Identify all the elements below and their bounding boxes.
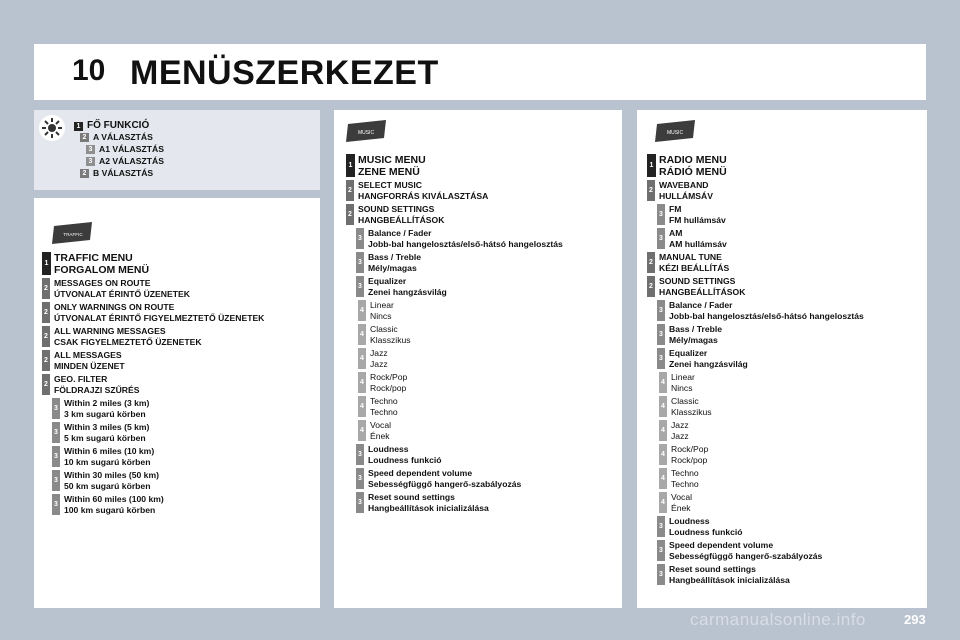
menu-item-label: Jazz bbox=[370, 348, 388, 358]
legend-level-badge: 3 bbox=[86, 157, 95, 166]
menu-item-label: TRAFFIC MENU bbox=[54, 252, 133, 264]
menu-item-label: Within 3 miles (5 km) bbox=[64, 422, 150, 432]
traffic-icon bbox=[52, 222, 94, 244]
menu-item-translation: MINDEN ÜZENET bbox=[54, 361, 125, 371]
menu-item-translation: Ének bbox=[370, 431, 390, 441]
legend-item-label: B VÁLASZTÁS bbox=[93, 168, 154, 178]
menu-item-label: SELECT MUSIC bbox=[358, 180, 422, 190]
menu-item-label: Balance / Fader bbox=[669, 300, 733, 310]
level-badge: 3 bbox=[657, 516, 665, 537]
chapter-number: 10 bbox=[72, 54, 106, 87]
menu-item-label: Within 2 miles (3 km) bbox=[64, 398, 150, 408]
menu-item-label: Within 60 miles (100 km) bbox=[64, 494, 164, 504]
menu-item-translation: RÁDIÓ MENÜ bbox=[659, 166, 727, 178]
menu-item-translation: Mély/magas bbox=[368, 263, 417, 273]
level-badge: 4 bbox=[358, 372, 366, 393]
level-badge: 3 bbox=[52, 494, 60, 515]
menu-item-label: MANUAL TUNE bbox=[659, 252, 722, 262]
menu-item-label: Equalizer bbox=[669, 348, 708, 358]
level-badge: 4 bbox=[659, 444, 667, 465]
menu-item-label: MUSIC MENU bbox=[358, 154, 426, 166]
menu-item-translation: Jazz bbox=[671, 431, 689, 441]
menu-item-translation: HANGBEÁLLÍTÁSOK bbox=[659, 287, 746, 297]
menu-item-translation: Techno bbox=[370, 407, 398, 417]
legend-item-label: FŐ FUNKCIÓ bbox=[87, 120, 150, 131]
menu-item-label: ALL WARNING MESSAGES bbox=[54, 326, 166, 336]
radio-music-icon bbox=[655, 120, 697, 142]
menu-item-label: Linear bbox=[370, 300, 394, 310]
level-badge: 3 bbox=[356, 228, 364, 249]
legend-item-label: A1 VÁLASZTÁS bbox=[99, 144, 164, 154]
menu-item-translation: HULLÁMSÁV bbox=[659, 191, 713, 201]
page-number: 293 bbox=[904, 612, 926, 627]
menu-item-translation: 10 km sugarú körben bbox=[64, 457, 151, 467]
menu-item-label: Reset sound settings bbox=[669, 564, 756, 574]
menu-item-label: SOUND SETTINGS bbox=[358, 204, 435, 214]
menu-item-label: Rock/Pop bbox=[671, 444, 709, 454]
menu-item-translation: Zenei hangzásvilág bbox=[368, 287, 447, 297]
level-badge: 2 bbox=[346, 180, 354, 201]
menu-item-label: Rock/Pop bbox=[370, 372, 408, 382]
menu-item-translation: Loudness funkció bbox=[368, 455, 442, 465]
menu-item-translation: 50 km sugarú körben bbox=[64, 481, 151, 491]
music-icon bbox=[346, 120, 388, 142]
menu-item-translation: 100 km sugarú körben bbox=[64, 505, 156, 515]
legend-item-label: A VÁLASZTÁS bbox=[93, 132, 153, 142]
menu-item-label: MESSAGES ON ROUTE bbox=[54, 278, 151, 288]
legend-level-badge: 3 bbox=[86, 145, 95, 154]
level-badge: 3 bbox=[657, 228, 665, 249]
level-badge: 4 bbox=[358, 324, 366, 345]
level-badge: 3 bbox=[356, 252, 364, 273]
menu-item-label: Jazz bbox=[671, 420, 689, 430]
level-badge: 3 bbox=[52, 422, 60, 443]
menu-item-label: Within 6 miles (10 km) bbox=[64, 446, 155, 456]
level-badge: 4 bbox=[358, 348, 366, 369]
level-badge: 2 bbox=[42, 278, 50, 299]
menu-item-translation: AM hullámsáv bbox=[669, 239, 727, 249]
radio-music-icon-label: MUSIC bbox=[666, 130, 684, 136]
level-badge: 3 bbox=[657, 564, 665, 585]
menu-item-translation: Nincs bbox=[370, 311, 392, 321]
menu-item-label: SOUND SETTINGS bbox=[659, 276, 736, 286]
level-badge: 1 bbox=[346, 154, 355, 177]
menu-item-translation: HANGBEÁLLÍTÁSOK bbox=[358, 215, 445, 225]
menu-item-label: Bass / Treble bbox=[669, 324, 723, 334]
music-icon-label: MUSIC bbox=[357, 130, 375, 136]
level-badge: 3 bbox=[657, 324, 665, 345]
menu-item-translation: Klasszikus bbox=[671, 407, 712, 417]
level-badge: 2 bbox=[647, 180, 655, 201]
menu-item-translation: Jazz bbox=[370, 359, 388, 369]
menu-item-label: Reset sound settings bbox=[368, 492, 455, 502]
legend-level-badge: 1 bbox=[74, 122, 83, 131]
level-badge: 4 bbox=[659, 492, 667, 513]
level-badge: 4 bbox=[659, 468, 667, 489]
menu-item-label: Techno bbox=[370, 396, 398, 406]
menu-item-translation: ÚTVONALAT ÉRINTŐ FIGYELMEZTETŐ ÜZENETEK bbox=[54, 313, 265, 323]
menu-item-label: Within 30 miles (50 km) bbox=[64, 470, 159, 480]
level-badge: 1 bbox=[42, 252, 51, 275]
level-badge: 2 bbox=[647, 276, 655, 297]
menu-item-translation: Loudness funkció bbox=[669, 527, 743, 537]
menu-item-translation: KÉZI BEÁLLÍTÁS bbox=[659, 263, 730, 273]
level-badge: 3 bbox=[52, 398, 60, 419]
menu-item-label: Bass / Treble bbox=[368, 252, 422, 262]
legend-level-badge: 2 bbox=[80, 169, 89, 178]
menu-item-label: Vocal bbox=[370, 420, 392, 430]
level-badge: 3 bbox=[356, 492, 364, 513]
menu-item-translation: Hangbeállítások inicializálása bbox=[368, 503, 489, 513]
menu-item-label: Techno bbox=[671, 468, 699, 478]
menu-item-label: Equalizer bbox=[368, 276, 407, 286]
level-badge: 3 bbox=[657, 540, 665, 561]
menu-item-label: ONLY WARNINGS ON ROUTE bbox=[54, 302, 175, 312]
menu-item-translation: 3 km sugarú körben bbox=[64, 409, 146, 419]
menu-item-translation: FORGALOM MENÜ bbox=[54, 264, 150, 276]
page-title: MENÜSZERKEZET bbox=[130, 54, 439, 92]
menu-item-label: GEO. FILTER bbox=[54, 374, 108, 384]
level-badge: 3 bbox=[657, 204, 665, 225]
level-badge: 2 bbox=[42, 326, 50, 347]
level-badge: 3 bbox=[356, 468, 364, 489]
level-badge: 4 bbox=[659, 396, 667, 417]
menu-item-translation: HANGFORRÁS KIVÁLASZTÁSA bbox=[358, 191, 489, 201]
menu-item-translation: FÖLDRAJZI SZŰRÉS bbox=[54, 385, 140, 395]
traffic-icon-label: TRAFFIC bbox=[63, 232, 83, 237]
menu-item-label: Loudness bbox=[669, 516, 710, 526]
menu-item-translation: Klasszikus bbox=[370, 335, 411, 345]
level-badge: 4 bbox=[659, 372, 667, 393]
menu-item-translation: Sebességfüggő hangerő-szabályozás bbox=[368, 479, 522, 489]
menu-item-translation: Mély/magas bbox=[669, 335, 718, 345]
menu-item-translation: Techno bbox=[671, 479, 699, 489]
menu-item-translation: Jobb-bal hangelosztás/első-hátsó hangelosztás bbox=[368, 239, 563, 249]
menu-item-translation: Hangbeállítások inicializálása bbox=[669, 575, 790, 585]
menu-item-label: ALL MESSAGES bbox=[54, 350, 122, 360]
menu-item-label: FM bbox=[669, 204, 682, 214]
menu-item-label: Classic bbox=[370, 324, 398, 334]
menu-item-translation: ÚTVONALAT ÉRINTŐ ÜZENETEK bbox=[54, 289, 190, 299]
legend-item-label: A2 VÁLASZTÁS bbox=[99, 156, 164, 166]
level-badge: 3 bbox=[356, 444, 364, 465]
menu-item-translation: Nincs bbox=[671, 383, 693, 393]
level-badge: 2 bbox=[42, 302, 50, 323]
menu-item-label: AM bbox=[669, 228, 683, 238]
level-badge: 4 bbox=[358, 420, 366, 441]
menu-item-translation: Zenei hangzásvilág bbox=[669, 359, 748, 369]
level-badge: 3 bbox=[657, 348, 665, 369]
menu-item-translation: Rock/pop bbox=[370, 383, 407, 393]
menu-item-label: RADIO MENU bbox=[659, 154, 727, 166]
level-badge: 4 bbox=[358, 396, 366, 417]
menu-item-translation: 5 km sugarú körben bbox=[64, 433, 146, 443]
level-badge: 3 bbox=[356, 276, 364, 297]
menu-item-translation: Jobb-bal hangelosztás/első-hátsó hangelosztás bbox=[669, 311, 864, 321]
menu-item-translation: Ének bbox=[671, 503, 691, 513]
menu-item-translation: Rock/pop bbox=[671, 455, 708, 465]
level-badge: 2 bbox=[42, 350, 50, 371]
menu-item-translation: CSAK FIGYELMEZTETŐ ÜZENETEK bbox=[54, 337, 202, 347]
level-badge: 3 bbox=[657, 300, 665, 321]
menu-item-translation: FM hullámsáv bbox=[669, 215, 726, 225]
menu-item-label: Linear bbox=[671, 372, 695, 382]
menu-item-translation: ZENE MENÜ bbox=[358, 166, 420, 178]
menu-item-label: Vocal bbox=[671, 492, 693, 502]
menu-item-label: Speed dependent volume bbox=[669, 540, 774, 550]
level-badge: 3 bbox=[52, 470, 60, 491]
level-badge: 2 bbox=[647, 252, 655, 273]
menu-item-label: Loudness bbox=[368, 444, 409, 454]
level-badge: 3 bbox=[52, 446, 60, 467]
level-badge: 1 bbox=[647, 154, 656, 177]
menu-item-label: WAVEBAND bbox=[659, 180, 709, 190]
level-badge: 2 bbox=[346, 204, 354, 225]
legend-level-badge: 2 bbox=[80, 133, 89, 142]
menu-item-translation: Sebességfüggő hangerő-szabályozás bbox=[669, 551, 823, 561]
menu-item-label: Balance / Fader bbox=[368, 228, 432, 238]
level-badge: 4 bbox=[358, 300, 366, 321]
level-badge: 2 bbox=[42, 374, 50, 395]
watermark: carmanualsonline.info bbox=[690, 610, 866, 629]
level-badge: 4 bbox=[659, 420, 667, 441]
sun-icon bbox=[38, 114, 66, 142]
menu-item-label: Classic bbox=[671, 396, 699, 406]
menu-item-label: Speed dependent volume bbox=[368, 468, 473, 478]
